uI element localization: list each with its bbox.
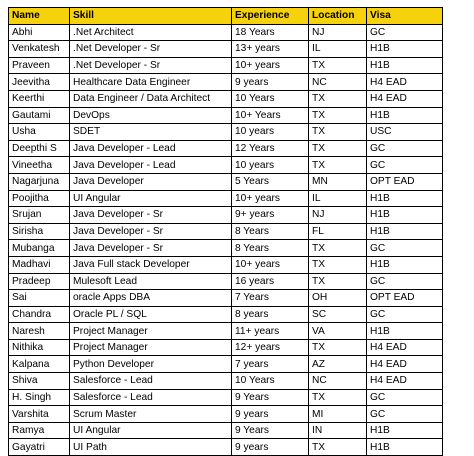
table-row bbox=[9, 157, 443, 174]
cell-experience: 9+ years bbox=[232, 207, 309, 224]
cell-experience: 13+ years bbox=[232, 41, 309, 58]
table-row bbox=[9, 306, 443, 323]
cell-skill: .Net Developer - Sr bbox=[70, 41, 232, 58]
table-row bbox=[9, 339, 443, 356]
header-skill: Skill bbox=[70, 8, 232, 25]
cell-visa: H1B bbox=[367, 107, 443, 124]
cell-experience: 10+ Years bbox=[232, 107, 309, 124]
table-row bbox=[9, 190, 443, 207]
cell-location: TX bbox=[309, 439, 367, 456]
cell-experience: 10+ years bbox=[232, 190, 309, 207]
cell-location: OH bbox=[309, 290, 367, 307]
table-row bbox=[9, 240, 443, 257]
cell-skill: Salesforce - Lead bbox=[70, 373, 232, 390]
cell-name: H. Singh bbox=[9, 389, 70, 406]
cell-skill: Project Manager bbox=[70, 339, 232, 356]
cell-name: Poojitha bbox=[9, 190, 70, 207]
cell-visa: H4 EAD bbox=[367, 339, 443, 356]
cell-experience: 9 years bbox=[232, 406, 309, 423]
cell-visa: H1B bbox=[367, 223, 443, 240]
table-row bbox=[9, 24, 443, 41]
cell-skill: Data Engineer / Data Architect bbox=[70, 90, 232, 107]
table-row bbox=[9, 223, 443, 240]
cell-skill: Python Developer bbox=[70, 356, 232, 373]
table-row bbox=[9, 439, 443, 456]
cell-visa: H1B bbox=[367, 207, 443, 224]
cell-location: TX bbox=[309, 57, 367, 74]
cell-location: IN bbox=[309, 422, 367, 439]
table-row bbox=[9, 406, 443, 423]
cell-location: MN bbox=[309, 173, 367, 190]
cell-experience: 10 Years bbox=[232, 90, 309, 107]
cell-visa: H1B bbox=[367, 439, 443, 456]
cell-visa: H1B bbox=[367, 422, 443, 439]
table-row bbox=[9, 74, 443, 91]
cell-name: Praveen bbox=[9, 57, 70, 74]
table-row bbox=[9, 107, 443, 124]
cell-name: Vineetha bbox=[9, 157, 70, 174]
header-name: Name bbox=[9, 8, 70, 25]
cell-visa: GC bbox=[367, 306, 443, 323]
cell-name: Sai bbox=[9, 290, 70, 307]
cell-skill: .Net Architect bbox=[70, 24, 232, 41]
cell-name: Gayatri bbox=[9, 439, 70, 456]
cell-name: Varshita bbox=[9, 406, 70, 423]
cell-experience: 16 years bbox=[232, 273, 309, 290]
cell-visa: GC bbox=[367, 273, 443, 290]
table-row bbox=[9, 256, 443, 273]
cell-visa: GC bbox=[367, 24, 443, 41]
cell-name: Deepthi S bbox=[9, 140, 70, 157]
cell-name: Venkatesh bbox=[9, 41, 70, 58]
cell-skill: UI Angular bbox=[70, 422, 232, 439]
cell-location: MI bbox=[309, 406, 367, 423]
cell-visa: H1B bbox=[367, 41, 443, 58]
cell-name: Usha bbox=[9, 124, 70, 141]
cell-name: Madhavi bbox=[9, 256, 70, 273]
cell-name: Chandra bbox=[9, 306, 70, 323]
cell-experience: 10 Years bbox=[232, 373, 309, 390]
table-body bbox=[9, 24, 443, 455]
header-visa: Visa bbox=[367, 8, 443, 25]
cell-name: Pradeep bbox=[9, 273, 70, 290]
table-row bbox=[9, 422, 443, 439]
cell-visa: H4 EAD bbox=[367, 74, 443, 91]
cell-skill: Scrum Master bbox=[70, 406, 232, 423]
cell-name: Naresh bbox=[9, 323, 70, 340]
cell-name: Mubanga bbox=[9, 240, 70, 257]
cell-skill: Java Developer - Sr bbox=[70, 223, 232, 240]
cell-location: NC bbox=[309, 74, 367, 91]
cell-visa: H1B bbox=[367, 57, 443, 74]
table-row bbox=[9, 41, 443, 58]
cell-skill: UI Path bbox=[70, 439, 232, 456]
cell-experience: 7 years bbox=[232, 356, 309, 373]
cell-name: Kalpana bbox=[9, 356, 70, 373]
cell-location: NJ bbox=[309, 24, 367, 41]
cell-name: Ramya bbox=[9, 422, 70, 439]
cell-skill: Java Developer - Sr bbox=[70, 240, 232, 257]
cell-skill: Oracle PL / SQL bbox=[70, 306, 232, 323]
cell-experience: 10+ years bbox=[232, 57, 309, 74]
cell-skill: SDET bbox=[70, 124, 232, 141]
header-row bbox=[9, 8, 443, 25]
cell-experience: 10 years bbox=[232, 124, 309, 141]
cell-visa: GC bbox=[367, 157, 443, 174]
cell-skill: Java Developer bbox=[70, 173, 232, 190]
cell-skill: Healthcare Data Engineer bbox=[70, 74, 232, 91]
cell-visa: GC bbox=[367, 406, 443, 423]
cell-skill: Java Developer - Lead bbox=[70, 140, 232, 157]
cell-location: TX bbox=[309, 256, 367, 273]
cell-experience: 5 Years bbox=[232, 173, 309, 190]
cell-location: TX bbox=[309, 107, 367, 124]
cell-visa: GC bbox=[367, 140, 443, 157]
table-row bbox=[9, 356, 443, 373]
cell-experience: 9 Years bbox=[232, 389, 309, 406]
table-row bbox=[9, 290, 443, 307]
cell-visa: GC bbox=[367, 389, 443, 406]
cell-experience: 11+ years bbox=[232, 323, 309, 340]
cell-location: NJ bbox=[309, 207, 367, 224]
cell-name: Shiva bbox=[9, 373, 70, 390]
cell-skill: Salesforce - Lead bbox=[70, 389, 232, 406]
cell-skill: .Net Developer - Sr bbox=[70, 57, 232, 74]
cell-name: Nagarjuna bbox=[9, 173, 70, 190]
cell-location: IL bbox=[309, 41, 367, 58]
cell-skill: Mulesoft Lead bbox=[70, 273, 232, 290]
cell-name: Abhi bbox=[9, 24, 70, 41]
cell-skill: DevOps bbox=[70, 107, 232, 124]
cell-experience: 8 Years bbox=[232, 223, 309, 240]
cell-name: Jeevitha bbox=[9, 74, 70, 91]
table-row bbox=[9, 140, 443, 157]
header-experience: Experience bbox=[232, 8, 309, 25]
cell-location: TX bbox=[309, 273, 367, 290]
cell-visa: H1B bbox=[367, 190, 443, 207]
cell-skill: Java Developer - Sr bbox=[70, 207, 232, 224]
cell-location: VA bbox=[309, 323, 367, 340]
cell-visa: H4 EAD bbox=[367, 373, 443, 390]
table-row bbox=[9, 90, 443, 107]
cell-experience: 12 Years bbox=[232, 140, 309, 157]
cell-location: NC bbox=[309, 373, 367, 390]
cell-skill: oracle Apps DBA bbox=[70, 290, 232, 307]
cell-visa: H1B bbox=[367, 256, 443, 273]
candidate-table bbox=[8, 7, 443, 456]
table-row bbox=[9, 207, 443, 224]
table-row bbox=[9, 273, 443, 290]
table-row bbox=[9, 389, 443, 406]
cell-name: Srujan bbox=[9, 207, 70, 224]
cell-skill: UI Angular bbox=[70, 190, 232, 207]
cell-location: SC bbox=[309, 306, 367, 323]
cell-location: FL bbox=[309, 223, 367, 240]
cell-experience: 18 Years bbox=[232, 24, 309, 41]
cell-visa: H4 EAD bbox=[367, 90, 443, 107]
cell-location: TX bbox=[309, 90, 367, 107]
cell-location: TX bbox=[309, 157, 367, 174]
cell-skill: Project Manager bbox=[70, 323, 232, 340]
cell-experience: 10+ years bbox=[232, 256, 309, 273]
cell-skill: Java Developer - Lead bbox=[70, 157, 232, 174]
cell-location: AZ bbox=[309, 356, 367, 373]
cell-location: TX bbox=[309, 124, 367, 141]
cell-location: TX bbox=[309, 140, 367, 157]
cell-location: TX bbox=[309, 389, 367, 406]
table-row bbox=[9, 173, 443, 190]
table-row bbox=[9, 124, 443, 141]
cell-experience: 12+ years bbox=[232, 339, 309, 356]
cell-experience: 9 Years bbox=[232, 422, 309, 439]
cell-visa: OPT EAD bbox=[367, 290, 443, 307]
cell-visa: H1B bbox=[367, 323, 443, 340]
cell-name: Keerthi bbox=[9, 90, 70, 107]
cell-visa: H4 EAD bbox=[367, 356, 443, 373]
table-row bbox=[9, 57, 443, 74]
cell-location: IL bbox=[309, 190, 367, 207]
cell-name: Sirisha bbox=[9, 223, 70, 240]
cell-experience: 10 years bbox=[232, 157, 309, 174]
cell-skill: Java Full stack Developer bbox=[70, 256, 232, 273]
cell-experience: 8 years bbox=[232, 306, 309, 323]
table-row bbox=[9, 373, 443, 390]
cell-experience: 8 Years bbox=[232, 240, 309, 257]
cell-visa: GC bbox=[367, 240, 443, 257]
table-row bbox=[9, 323, 443, 340]
cell-visa: OPT EAD bbox=[367, 173, 443, 190]
cell-experience: 9 years bbox=[232, 74, 309, 91]
header-location: Location bbox=[309, 8, 367, 25]
cell-location: TX bbox=[309, 240, 367, 257]
cell-location: TX bbox=[309, 339, 367, 356]
cell-experience: 7 Years bbox=[232, 290, 309, 307]
cell-visa: USC bbox=[367, 124, 443, 141]
cell-name: Gautami bbox=[9, 107, 70, 124]
cell-name: Nithika bbox=[9, 339, 70, 356]
cell-experience: 9 years bbox=[232, 439, 309, 456]
